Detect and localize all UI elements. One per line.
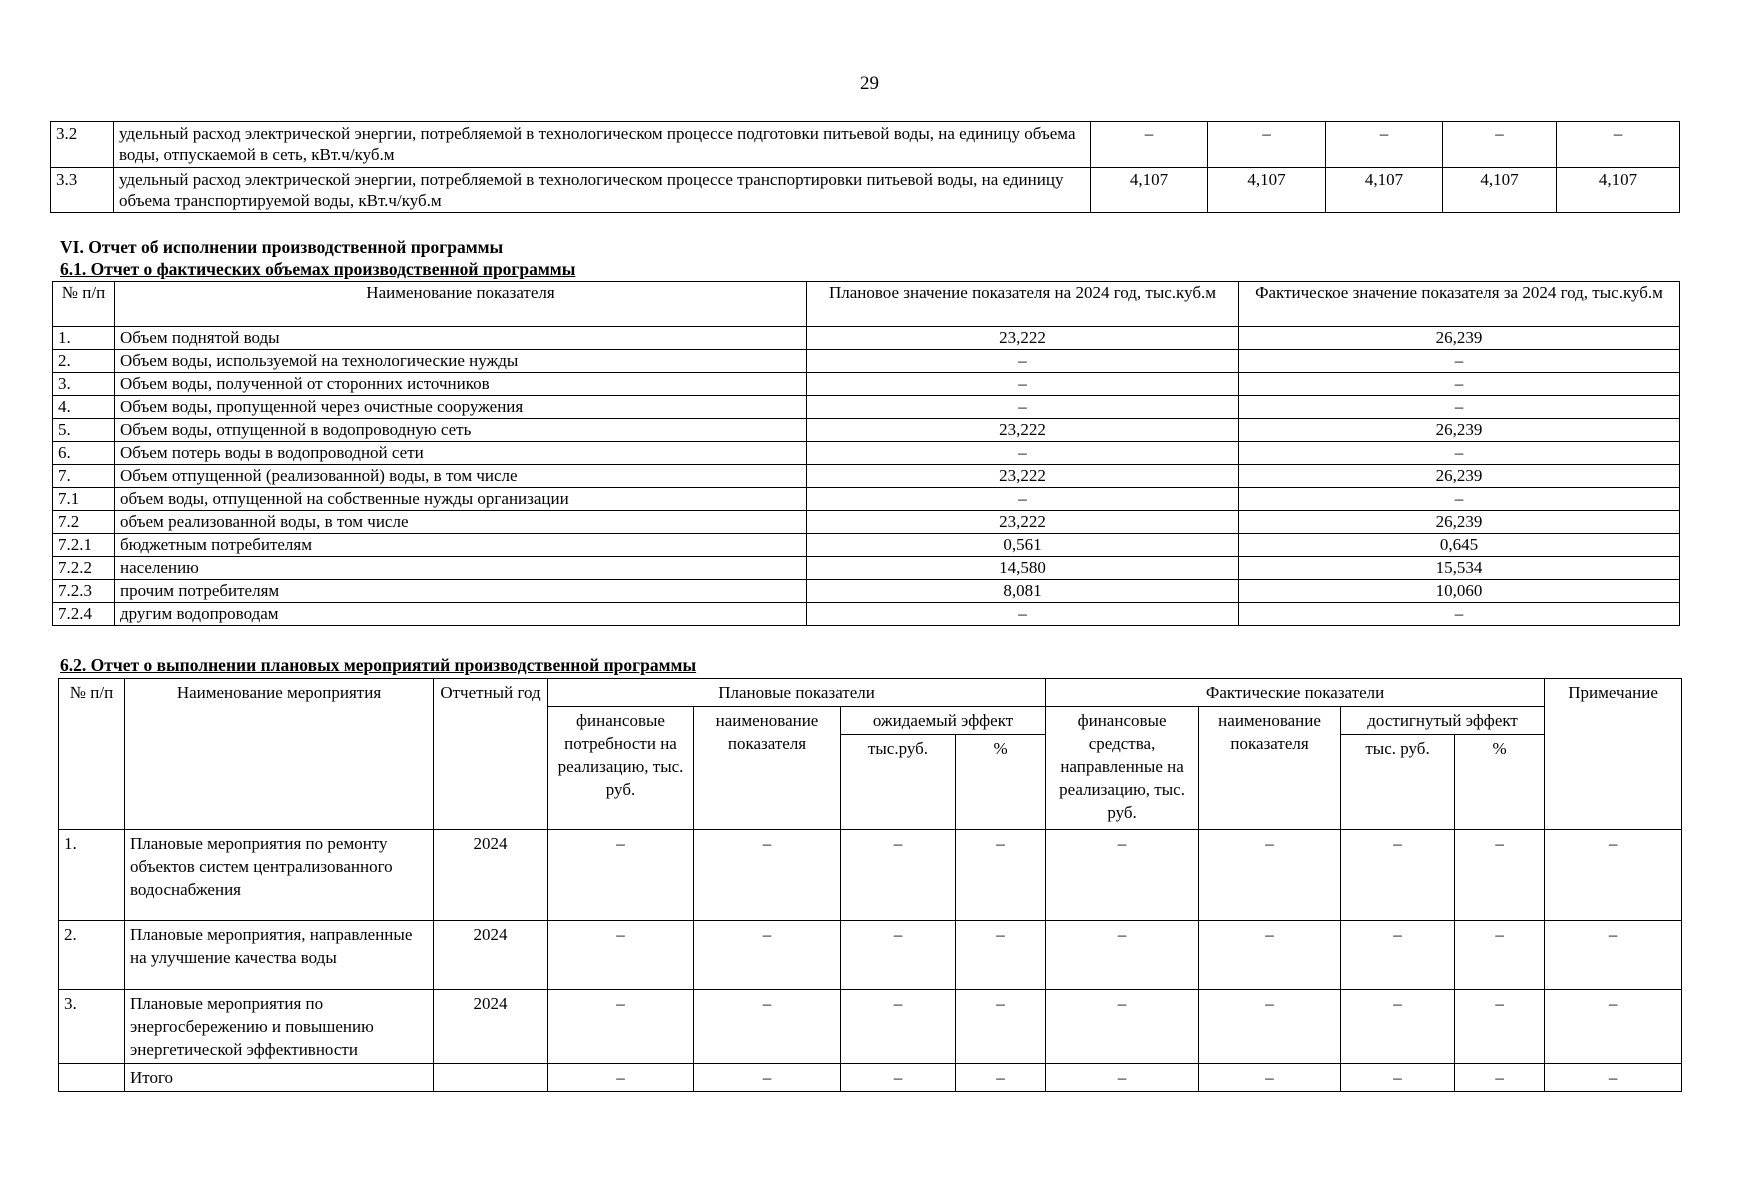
indicator-name: Объем отпущенной (реализованной) воды, в том числе [115, 465, 807, 488]
header-num: № п/п [53, 282, 115, 327]
measure-value: – [1545, 1064, 1682, 1092]
production-volumes-table [52, 281, 1680, 626]
header-planned-fin: финансовые потребности на реализацию, тыс. руб. [548, 707, 694, 830]
header-num: № п/п [59, 679, 125, 830]
row-number: 7.2 [53, 511, 115, 534]
fact-value: 10,060 [1239, 580, 1680, 603]
indicator-name: другим водопроводам [115, 603, 807, 626]
measure-value: – [1455, 990, 1545, 1064]
header-planned: Плановые показатели [548, 679, 1046, 707]
table-row [53, 557, 1680, 580]
page-number: 29 [860, 73, 879, 94]
measure-value: – [548, 990, 694, 1064]
header-note: Примечание [1545, 679, 1682, 830]
indicator-value: 4,107 [1326, 167, 1443, 213]
plan-value: 14,580 [807, 557, 1239, 580]
header-actual: Фактические показатели [1046, 679, 1545, 707]
row-number: 7.2.3 [53, 580, 115, 603]
measure-value: – [1341, 990, 1455, 1064]
indicator-name: Объем воды, пропущенной через очистные сооружения [115, 396, 807, 419]
measure-value: – [1046, 921, 1199, 990]
header-plan: Плановое значение показателя на 2024 год, тыс.куб.м [807, 282, 1239, 327]
section-6-title: VI. Отчет об исполнении производственной программы [60, 237, 504, 257]
indicator-name: Объем воды, отпущенной в водопроводную сеть [115, 419, 807, 442]
measure-value: – [548, 830, 694, 921]
measure-value: – [1046, 1064, 1199, 1092]
measure-value: – [694, 921, 841, 990]
measure-value: – [956, 990, 1046, 1064]
row-number: 7.2.4 [53, 603, 115, 626]
fact-value: 15,534 [1239, 557, 1680, 580]
indicator-name: Объем воды, полученной от сторонних источников [115, 373, 807, 396]
plan-value: – [807, 350, 1239, 373]
indicator-value: 4,107 [1091, 167, 1208, 213]
table-row [53, 327, 1680, 350]
plan-value: – [807, 396, 1239, 419]
indicator-name: удельный расход электрической энергии, потребляемой в технологическом процессе транспортировки питьевой воды, на единицу объема транспортируемой воды, кВт.ч/куб.м [114, 167, 1091, 213]
header-actual-fin: финансовые средства, направленные на реализацию, тыс. руб. [1046, 707, 1199, 830]
measure-value: – [841, 1064, 956, 1092]
measure-value: – [1046, 990, 1199, 1064]
plan-value: 23,222 [807, 465, 1239, 488]
header-fact: Фактическое значение показателя за 2024 год, тыс.куб.м [1239, 282, 1680, 327]
indicator-value: – [1208, 122, 1326, 168]
measure-value: – [1455, 921, 1545, 990]
header-planned-rub: тыс.руб. [841, 735, 956, 830]
row-number: 3. [53, 373, 115, 396]
table-row [53, 488, 1680, 511]
planned-measures-table [58, 678, 1682, 1092]
measure-value: – [1046, 830, 1199, 921]
header-planned-pct: % [956, 735, 1046, 830]
plan-value: 23,222 [807, 419, 1239, 442]
plan-value: 23,222 [807, 511, 1239, 534]
table-row [59, 1064, 1682, 1092]
fact-value: 26,239 [1239, 465, 1680, 488]
row-number: 3.2 [51, 122, 114, 168]
fact-value: – [1239, 350, 1680, 373]
header-actual-effect: достигнутый эффект [1341, 707, 1545, 735]
table-row [59, 990, 1682, 1064]
row-number: 4. [53, 396, 115, 419]
row-number [59, 1064, 125, 1092]
header-name: Наименование показателя [115, 282, 807, 327]
measure-value: – [1341, 1064, 1455, 1092]
indicator-name: Объем воды, используемой на технологические нужды [115, 350, 807, 373]
measure-value: – [1199, 990, 1341, 1064]
header-planned-indicator: наименование показателя [694, 707, 841, 830]
table-row [53, 465, 1680, 488]
plan-value: – [807, 603, 1239, 626]
fact-value: 0,645 [1239, 534, 1680, 557]
row-number: 7.2.2 [53, 557, 115, 580]
plan-value: 0,561 [807, 534, 1239, 557]
table-row [53, 373, 1680, 396]
fact-value: – [1239, 442, 1680, 465]
table-row [53, 603, 1680, 626]
indicator-value: – [1326, 122, 1443, 168]
header-actual-indicator: наименование показателя [1199, 707, 1341, 830]
indicator-value: – [1443, 122, 1557, 168]
measure-value: – [548, 921, 694, 990]
measure-value: – [1199, 1064, 1341, 1092]
fact-value: – [1239, 488, 1680, 511]
measure-value: – [841, 990, 956, 1064]
measure-value: – [1341, 921, 1455, 990]
table-row [53, 419, 1680, 442]
indicator-value: – [1557, 122, 1680, 168]
measure-value: – [1199, 921, 1341, 990]
measure-value: – [841, 830, 956, 921]
plan-value: – [807, 488, 1239, 511]
indicator-value: – [1091, 122, 1208, 168]
measure-name: Плановые мероприятия по ремонту объектов систем централизованного водоснабжения [125, 830, 434, 921]
table-row [53, 350, 1680, 373]
header-planned-effect: ожидаемый эффект [841, 707, 1046, 735]
plan-value: 8,081 [807, 580, 1239, 603]
row-number: 5. [53, 419, 115, 442]
report-year: 2024 [434, 830, 548, 921]
fact-value: 26,239 [1239, 327, 1680, 350]
indicator-name: бюджетным потребителям [115, 534, 807, 557]
indicator-name: Объем поднятой воды [115, 327, 807, 350]
measure-value: – [1455, 1064, 1545, 1092]
fact-value: – [1239, 603, 1680, 626]
section-6-1-title: 6.1. Отчет о фактических объемах производственной программы [60, 259, 576, 279]
indicator-name: прочим потребителям [115, 580, 807, 603]
table-row [59, 921, 1682, 990]
row-number: 3.3 [51, 167, 114, 213]
row-number: 1. [59, 830, 125, 921]
table-row [53, 442, 1680, 465]
header-year: Отчетный год [434, 679, 548, 830]
measure-value: – [956, 1064, 1046, 1092]
energy-consumption-table [50, 121, 1680, 213]
measure-value: – [1545, 990, 1682, 1064]
indicator-name: объем воды, отпущенной на собственные нужды организации [115, 488, 807, 511]
report-year [434, 1064, 548, 1092]
indicator-value: 4,107 [1443, 167, 1557, 213]
measure-name: Плановые мероприятия, направленные на улучшение качества воды [125, 921, 434, 990]
header-actual-rub: тыс. руб. [1341, 735, 1455, 830]
measure-value: – [694, 1064, 841, 1092]
measure-value: – [1199, 830, 1341, 921]
measure-value: – [1341, 830, 1455, 921]
table-row [53, 396, 1680, 419]
table-row [53, 511, 1680, 534]
table-header-row [59, 679, 1682, 707]
table-header-row [53, 282, 1680, 327]
fact-value: – [1239, 373, 1680, 396]
indicator-name: Объем потерь воды в водопроводной сети [115, 442, 807, 465]
fact-value: – [1239, 396, 1680, 419]
measure-value: – [1545, 830, 1682, 921]
header-name: Наименование мероприятия [125, 679, 434, 830]
measure-value: – [548, 1064, 694, 1092]
plan-value: 23,222 [807, 327, 1239, 350]
measure-name: Итого [125, 1064, 434, 1092]
measure-value: – [1455, 830, 1545, 921]
section-6-2-title: 6.2. Отчет о выполнении плановых мероприятий производственной программы [60, 655, 697, 675]
indicator-value: 4,107 [1208, 167, 1326, 213]
fact-value: 26,239 [1239, 511, 1680, 534]
row-number: 7.1 [53, 488, 115, 511]
indicator-name: удельный расход электрической энергии, потребляемой в технологическом процессе подготовки питьевой воды, на единицу объема воды, отпускаемой в сеть, кВт.ч/куб.м [114, 122, 1091, 168]
measure-value: – [694, 990, 841, 1064]
row-number: 2. [59, 921, 125, 990]
measure-value: – [841, 921, 956, 990]
measure-value: – [956, 830, 1046, 921]
indicator-name: населению [115, 557, 807, 580]
row-number: 2. [53, 350, 115, 373]
row-number: 7.2.1 [53, 534, 115, 557]
plan-value: – [807, 373, 1239, 396]
report-year: 2024 [434, 990, 548, 1064]
table-row [53, 580, 1680, 603]
row-number: 1. [53, 327, 115, 350]
table-row [53, 534, 1680, 557]
row-number: 7. [53, 465, 115, 488]
indicator-value: 4,107 [1557, 167, 1680, 213]
measure-value: – [956, 921, 1046, 990]
measure-value: – [694, 830, 841, 921]
header-actual-pct: % [1455, 735, 1545, 830]
measure-name: Плановые мероприятия по энергосбережению и повышению энергетической эффективности [125, 990, 434, 1064]
table-row [51, 122, 1680, 168]
row-number: 6. [53, 442, 115, 465]
indicator-name: объем реализованной воды, в том числе [115, 511, 807, 534]
table-row [59, 830, 1682, 921]
table-row [51, 167, 1680, 213]
plan-value: – [807, 442, 1239, 465]
measure-value: – [1545, 921, 1682, 990]
fact-value: 26,239 [1239, 419, 1680, 442]
report-year: 2024 [434, 921, 548, 990]
row-number: 3. [59, 990, 125, 1064]
